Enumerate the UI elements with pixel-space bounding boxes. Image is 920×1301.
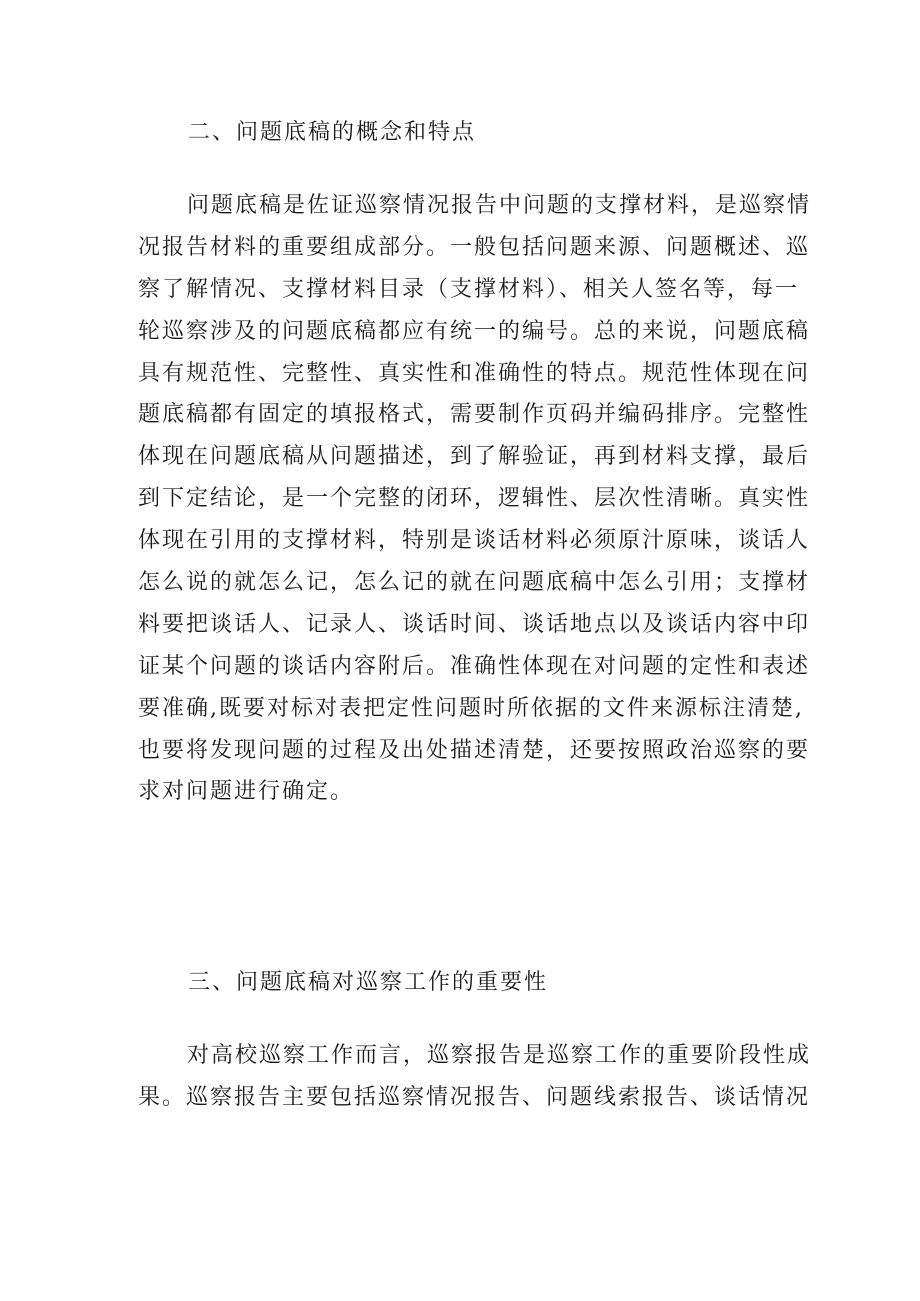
text-line: 题底稿都有固定的填报格式，需要制作页码并编码排序。完整性	[138, 402, 811, 428]
text-line: 轮巡察涉及的问题底稿都应有统一的编号。总的来说，问题底稿	[138, 318, 811, 344]
text-line: 要准确,既要对标对表把定性问题时所依据的文件来源标注清楚,	[138, 695, 804, 721]
paragraph-problem-draft-concept	[138, 185, 812, 813]
text-line: 对高校巡察工作而言，巡察报告是巡察工作的重要阶段性成	[187, 1043, 812, 1068]
text-line: 证某个问题的谈话内容附后。准确性体现在对问题的定性和表述	[138, 653, 811, 679]
text-line: 问题底稿是佐证巡察情况报告中问题的支撑材料，是巡察情	[187, 193, 812, 218]
section-heading-3: 三、问题底稿对巡察工作的重要性	[188, 970, 549, 995]
text-line: 具有规范性、完整性、真实性和准确性的特点。规范性体现在问	[138, 360, 811, 386]
text-line: 料要把谈话人、记录人、谈话时间、谈话地点以及谈话内容中印	[138, 611, 811, 637]
text-line: 到下定结论，是一个完整的闭环，逻辑性、层次性清晰。真实性	[138, 486, 811, 512]
section-heading-2: 二、问题底稿的概念和特点	[188, 120, 477, 145]
paragraph-importance	[138, 1035, 812, 1119]
text-line: 体现在引用的支撑材料，特别是谈话材料必须原汁原味，谈话人	[138, 528, 811, 554]
text-line: 体现在问题底稿从问题描述，到了解验证，再到材料支撑，最后	[138, 444, 811, 470]
text-line: 察了解情况、支撑材料目录（支撑材料）、相关人签名等，每一	[138, 276, 800, 302]
text-line: 求对问题进行确定。	[138, 779, 355, 805]
text-line: 况报告材料的重要组成部分。一般包括问题来源、问题概述、巡	[138, 234, 811, 260]
text-line: 怎么说的就怎么记，怎么记的就在问题底稿中怎么引用；支撑材	[138, 570, 811, 596]
text-line: 果。巡察报告主要包括巡察情况报告、问题线索报告、谈话情况	[138, 1084, 811, 1110]
text-line: 也要将发现问题的过程及出处描述清楚，还要按照政治巡察的要	[138, 737, 811, 763]
